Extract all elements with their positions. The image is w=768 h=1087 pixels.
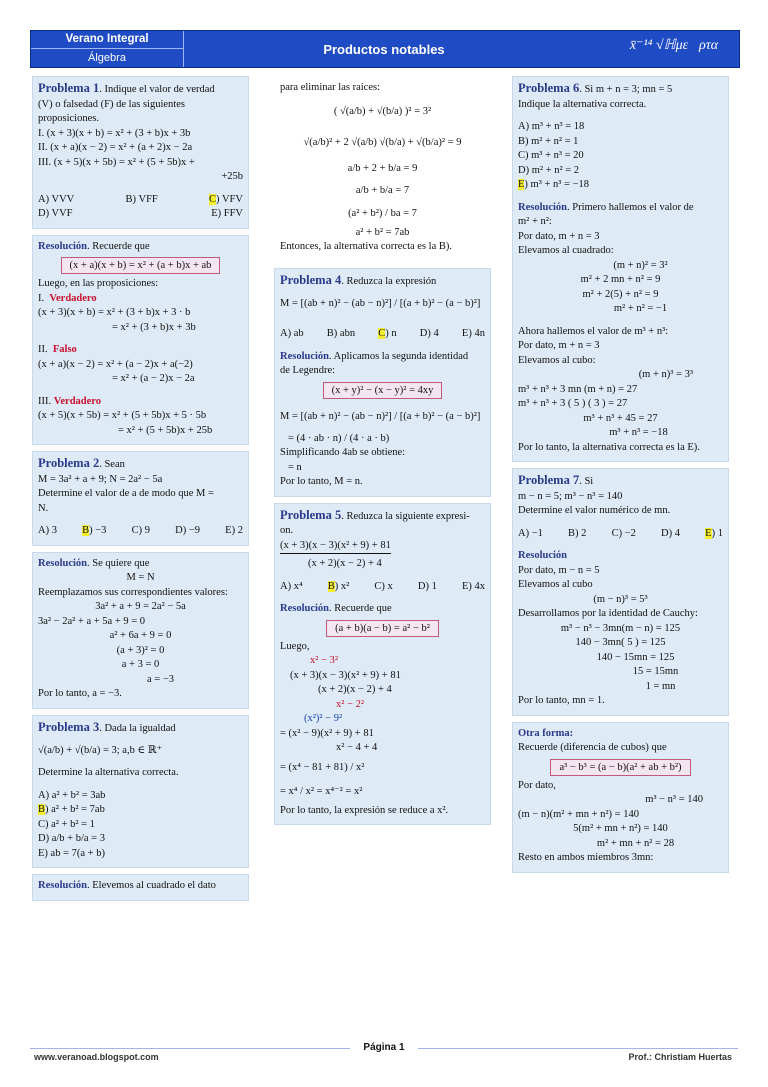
math-annotation: x² − 3²: [310, 655, 338, 666]
options-row: [38, 524, 243, 539]
option-b: [38, 803, 243, 818]
option-text: ) VFV: [216, 193, 243, 205]
solution-text: . Aplicamos la segunda identidad: [329, 350, 469, 362]
math-line: m³ + n³ + 3 mn (m + n) = 27: [518, 383, 638, 395]
math-line: (a² + b²) / ba = 7: [348, 207, 417, 219]
problem-text: Determine el valor de a de modo que M =: [38, 488, 214, 499]
problem-5: [274, 503, 491, 826]
math-line: = (x⁴ − 81 + 81) / x²: [280, 761, 365, 773]
solution-text: m² + n²:: [518, 216, 552, 227]
option-e: [518, 178, 723, 193]
options-row: [518, 527, 723, 542]
solution-2: [32, 552, 249, 709]
problem-text: (V) o falsedad (F) de las siguientes: [38, 98, 185, 110]
solution-text: Entonces, la alternativa correcta es la B).: [280, 241, 452, 252]
option-a: A) x⁴: [280, 580, 303, 592]
option-d: D) a/b + b/a = 3: [38, 833, 105, 844]
options-row: [280, 580, 485, 595]
solution-text: de Legendre:: [280, 365, 336, 376]
math-line: m³ − n³ = 140: [645, 794, 703, 805]
math-line: 3a² − 2a² + a + 5a + 9 = 0: [38, 615, 146, 627]
math-line: 140 − 15mn = 125: [596, 651, 675, 663]
problem-title: Problema 5: [280, 507, 342, 522]
header-logo: x̄⁻¹⁴ √ℍμε⃗ρτα𝕊: [629, 38, 729, 53]
verdict-true: Verdadero: [49, 292, 97, 304]
option-e: E) 4x: [461, 580, 485, 592]
solution-text: Por lo tanto, M = n.: [280, 476, 363, 487]
solution-text: . Recuerde que: [87, 240, 150, 252]
column-2: [274, 76, 491, 831]
problem-text: proposiciones.: [38, 113, 99, 124]
options-row: [280, 327, 485, 342]
problem-text: Determine la alternativa correcta.: [38, 767, 179, 778]
math-line: (m − n)³ = 5³: [593, 593, 648, 605]
proposition-iii: III. (x + 5)(x + 5b) = x² + (5 + 5b)x +: [38, 156, 195, 168]
problem-text: N.: [38, 502, 49, 514]
problem-text: on.: [280, 525, 294, 536]
proposition-iii-cont: +25b: [221, 171, 243, 182]
math-line: (x + a)(x − 2) = x² + (a − 2)x + a(−2): [38, 358, 193, 370]
solution-1: [32, 235, 249, 446]
math-line: √(a/b)² + 2 √(a/b) √(b/a) + √(b/a)² = 9: [303, 136, 462, 148]
option-b: [328, 580, 350, 595]
options-row: [38, 207, 243, 222]
math-line: M = N: [126, 572, 155, 583]
options-row: [38, 193, 243, 208]
option-d: D) VVF: [38, 208, 73, 219]
problem-text: . Reduzca la siguiente expresi-: [341, 510, 470, 522]
option-c: C) x: [374, 580, 393, 592]
option-a: A) m³ + n³ = 18: [518, 121, 585, 132]
option-a: A) VVV: [38, 193, 75, 205]
solution-3-continued: [274, 76, 491, 262]
problem-text: . Reduzca la expresión: [341, 275, 437, 287]
answer-highlight: B: [82, 525, 90, 536]
solution-label: Resolución: [280, 350, 330, 362]
problem-1: [32, 76, 249, 229]
solution-label: Otra forma:: [518, 727, 574, 739]
problem-title: Problema 4: [280, 272, 342, 287]
answer-highlight: B: [327, 580, 335, 592]
math-line: (m + n)³ = 3³: [638, 369, 693, 380]
solution-text: Por lo tanto, mn = 1.: [518, 695, 605, 706]
solution-text: Simplificando 4ab se obtiene:: [280, 447, 406, 458]
answer-highlight: B: [38, 804, 46, 815]
page-title: Productos notables: [323, 42, 445, 57]
proposition-ii: II. (x + a)(x − 2) = x² + (a + 2)x − 2a: [38, 142, 193, 153]
header-subject: Álgebra: [88, 52, 126, 64]
problem-text: . Sean: [99, 459, 125, 470]
math-line: = x⁴ / x² = x⁴⁻² = x²: [280, 785, 363, 797]
option-c: C) −2: [611, 527, 636, 539]
option-c: C) 9: [131, 525, 150, 536]
math-line: = x² + (a − 2)x − 2a: [112, 373, 195, 384]
formula-box: (x + y)² − (x − y)² = 4xy: [323, 382, 443, 399]
problem-title: Problema 7: [518, 473, 580, 487]
solution-text: Elevamos al cubo: [518, 579, 593, 590]
option-c: [378, 327, 396, 342]
solution-text: Por lo tanto, la expresión se reduce a x².: [280, 804, 449, 816]
option-b: B) abn: [326, 328, 356, 339]
option-e: E) FFV: [211, 208, 243, 219]
problem-text: . Si m + n = 3; mn = 5: [579, 84, 673, 95]
solution-text: . Se quiere que: [87, 557, 150, 569]
math-line: m³ + n³ + 45 = 27: [583, 412, 658, 424]
math-line: √(a/b) + √(b/a) = 3; a,b ∈ ℝ⁺: [38, 745, 163, 756]
math-line: (m + n)² = 3²: [613, 259, 668, 271]
math-line: (x + 2)(x − 2) + 4: [318, 684, 392, 695]
item-label: I.: [38, 292, 45, 304]
option-text: ) −3: [89, 525, 107, 536]
column-1: [32, 76, 249, 907]
math-line: = (x² − 9)(x² + 9) + 81: [280, 727, 374, 739]
math-line: m² + n² = −1: [613, 303, 668, 314]
problem-text: Determine el valor numérico de mn.: [518, 505, 671, 516]
math-line: m − n = 5; m³ − n³ = 140: [518, 490, 623, 502]
item-label: III.: [38, 395, 52, 407]
problem-3: [32, 715, 249, 869]
formula-box: a³ − b³ = (a − b)(a² + ab + b²): [550, 759, 690, 776]
answer-highlight: C: [209, 193, 217, 205]
option-a: A) −1: [518, 527, 543, 539]
problem-title: Problema 6: [518, 81, 580, 95]
option-text: ) n: [385, 328, 397, 339]
option-b: B) 2: [568, 527, 587, 539]
math-denominator: (x + 2)(x − 2) + 4: [308, 558, 382, 569]
option-d: D) 1: [417, 580, 437, 592]
item-label: II.: [38, 344, 48, 355]
problem-title: Problema 2: [38, 456, 100, 470]
option-c: [209, 193, 243, 208]
solution-text: Elevamos al cubo:: [518, 354, 596, 366]
math-line: m³ − n³ − 3mn(m − n) = 125: [560, 622, 681, 634]
solution-text: . Primero hallemos el valor de: [567, 201, 694, 213]
math-line: 3a² + a + 9 = 2a² − 5a: [95, 601, 186, 612]
solution-label: Resolución: [38, 557, 88, 569]
math-line: = (4 · ab · n) / (4 · a · b): [288, 432, 390, 444]
answer-highlight: C: [378, 328, 386, 339]
math-line: 15 = 15mn: [632, 666, 679, 677]
math-line: Por dato, m + n = 3: [518, 230, 600, 242]
footer-author: Prof.: Christiam Huertas: [628, 1052, 732, 1062]
math-line: m³ + n³ = −18: [609, 427, 668, 438]
option-a: A) 3: [38, 525, 57, 536]
math-line: m³ + n³ + 3 ( 5 ) ( 3 ) = 27: [518, 398, 628, 409]
header-course: [31, 31, 183, 67]
math-numerator: (x + 3)(x − 3)(x² + 9) + 81: [280, 539, 391, 555]
problem-text: . Indique el valor de verdad: [99, 84, 215, 95]
math-annotation: x² − 2²: [336, 698, 364, 710]
math-line: M = [(ab + n)² − (ab − n)²] / [(a + b)² − (a − b)²]: [280, 410, 481, 422]
option-c: C) m³ + n³ = 20: [518, 150, 584, 161]
math-line: ( √(a/b) + √(b/a) )² = 3²: [333, 105, 432, 117]
solution-text: Por lo tanto, a = −3.: [38, 688, 122, 699]
option-text: ) 1: [711, 527, 723, 539]
problem-7: [512, 468, 729, 716]
solution-text: Reemplazamos sus correspondientes valores:: [38, 586, 228, 598]
solution-text: Resto en ambos miembros 3mn:: [518, 852, 654, 863]
math-line: a² + b² = 7ab: [355, 226, 410, 238]
math-line: m² + 2(5) + n² = 9: [582, 288, 659, 300]
verdict-true: Verdadero: [53, 395, 101, 407]
solution-text: . Elevemos al cuadrado el dato: [87, 880, 216, 891]
problem-title: Problema 1: [38, 81, 100, 95]
option-text: ) a² + b² = 7ab: [45, 804, 105, 815]
proposition-i: I. (x + 3)(x + b) = x² + (3 + b)x + 3b: [38, 127, 191, 139]
answer-highlight: E: [705, 527, 712, 539]
problem-4: [274, 268, 491, 497]
solution-text: Ahora hallemos el valor de m³ + n³:: [518, 325, 669, 337]
solution-label: Resolución: [38, 240, 88, 252]
option-b: B) m² + n² = 1: [518, 135, 579, 147]
option-c: C) a² + b² = 1: [38, 818, 95, 830]
formula-box: (a + b)(a − b) = a² − b²: [326, 620, 439, 637]
option-text: ) x²: [334, 580, 350, 592]
solution-text: Recuerde (diferencia de cubos) que: [518, 742, 667, 753]
problem-text: . Si: [579, 476, 594, 487]
option-text: ) m³ + n³ = −18: [524, 179, 590, 190]
solution-text: Luego,: [280, 640, 310, 652]
formula-box: (x + a)(x + b) = x² + (a + b)x + ab: [61, 257, 221, 274]
problem-title: Problema 3: [38, 719, 100, 734]
option-e: E) 4n: [461, 328, 485, 339]
option-b: B) VFF: [125, 193, 158, 205]
page-number: Página 1: [350, 1042, 418, 1053]
problem-text: Indique la alternativa correcta.: [518, 98, 647, 110]
solution-text: para eliminar las raíces:: [280, 82, 380, 93]
problem-2: [32, 451, 249, 546]
solution-text: Luego, en las proposiciones:: [38, 278, 159, 289]
solution-text: Desarrollamos por la identidad de Cauchy:: [518, 608, 698, 619]
solution-text: Elevamos al cuadrado:: [518, 245, 614, 256]
option-d: D) −9: [175, 525, 201, 536]
solution-text: Por dato,: [518, 779, 556, 791]
math-line: m² + 2 mn + n² = 9: [580, 274, 661, 285]
math-line: Por dato, m + n = 3: [518, 340, 600, 351]
option-a: A) ab: [280, 328, 304, 339]
math-line: M = 3a² + a + 9; N = 2a² − 5a: [38, 473, 163, 485]
math-line: m² + mn + n² = 28: [596, 837, 675, 849]
math-line: x² − 4 + 4: [336, 742, 378, 753]
other-method: [512, 722, 729, 873]
math-line: (a + 3)² = 0: [116, 644, 165, 656]
solution-label: Resolución: [518, 201, 568, 213]
math-annotation: (x²)² − 9²: [304, 713, 343, 724]
math-line: 140 − 3mn( 5 ) = 125: [575, 637, 666, 648]
footer-website[interactable]: www.veranoad.blogspot.com: [34, 1052, 159, 1062]
math-line: = n: [288, 461, 302, 473]
problem-text: . Dada la igualdad: [99, 722, 176, 734]
solution-label: Resolución: [518, 550, 568, 561]
math-line: (x + 5)(x + 5b) = x² + (5 + 5b)x + 5 · 5b: [38, 410, 207, 421]
math-line: a/b + b/a = 7: [355, 184, 410, 196]
page-header: [30, 30, 740, 68]
verdict-false: Falso: [52, 344, 77, 355]
option-d: D) 4: [419, 328, 439, 339]
header-level: Verano Integral: [31, 31, 183, 49]
math-line: a² + 6a + 9 = 0: [109, 630, 172, 641]
solution-label: Resolución: [38, 880, 88, 891]
option-a: A) a² + b² = 3ab: [38, 789, 106, 801]
math-line: = x² + (5 + 5b)x + 25b: [118, 424, 213, 436]
problem-6: [512, 76, 729, 462]
math-line: = x² + (3 + b)x + 3b: [112, 321, 196, 333]
math-line: a/b + 2 + b/a = 9: [347, 162, 418, 174]
solution-text: . Recuerde que: [329, 603, 392, 614]
option-b: [82, 524, 106, 539]
option-e: E) ab = 7(a + b): [38, 847, 105, 859]
math-line: 1 = mn: [645, 680, 676, 692]
answer-highlight: E: [518, 179, 525, 190]
option-d: D) 4: [661, 527, 680, 539]
math-line: a = −3: [146, 673, 174, 685]
math-line: M = [(ab + n)² − (ab − n)²] / [(a + b)² − (a − b)²]: [280, 298, 481, 309]
math-line: 5(m² + mn + n²) = 140: [573, 823, 668, 834]
solution-text: Por lo tanto, la alternativa correcta es la E).: [518, 441, 700, 453]
math-line: (m − n)(m² + mn + n²) = 140: [518, 808, 639, 820]
solution-3: [32, 874, 249, 901]
option-e: E) 2: [225, 525, 243, 536]
math-line: Por dato, m − n = 5: [518, 564, 600, 576]
math-line: (x + 3)(x − 3)(x² + 9) + 81: [290, 669, 401, 681]
math-line: a + 3 = 0: [121, 659, 160, 670]
option-d: D) m² + n² = 2: [518, 164, 580, 176]
math-line: (x + 3)(x + b) = x² + (3 + b)x + 3 · b: [38, 307, 191, 318]
solution-label: Resolución: [280, 603, 330, 614]
option-e: [705, 527, 723, 542]
column-3: [512, 76, 729, 879]
